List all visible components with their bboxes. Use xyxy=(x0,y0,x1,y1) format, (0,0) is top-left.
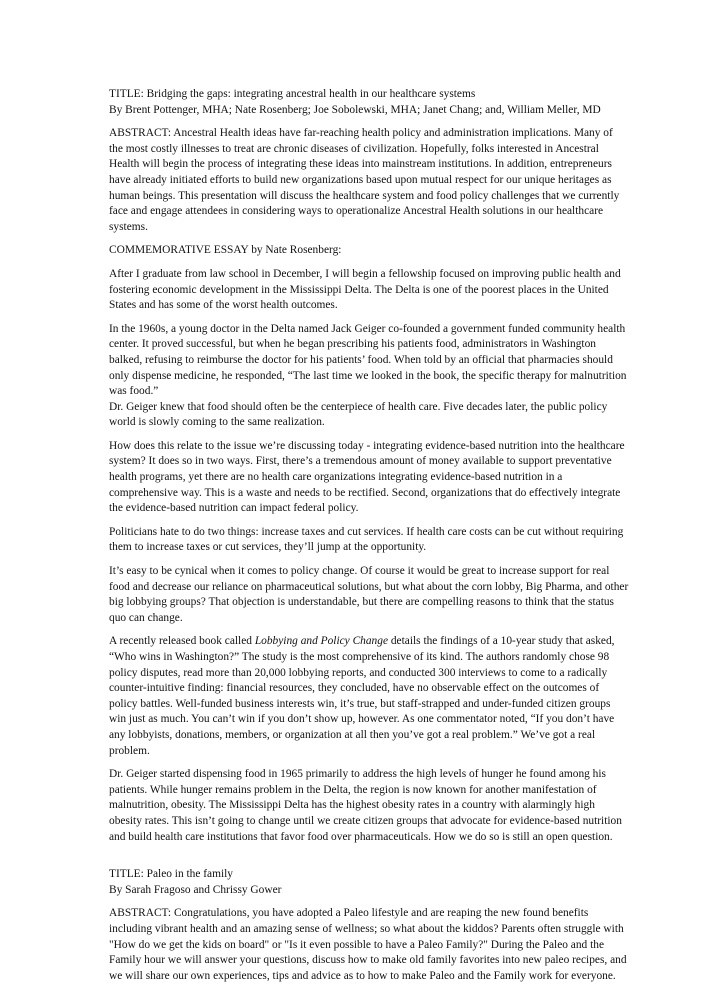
book-title: Lobbying and Policy Change xyxy=(254,635,389,648)
essay-paragraph-6 xyxy=(109,634,629,759)
essay-paragraph-7: Dr. Geiger started dispensing food in 1965 primarily to address the high levels of hunger he found among his patients. While hunger remains problem in the Delta, the region is now known for another manifestation of malnutrition, obesity. The Mississippi Delta has the highest obesity rates in a country with alarmingly high obesity rates. This isn’t going to change until we create citizen groups that advocate for evidence-based nutrition and build health care institutions that favor food over pharmaceuticals. How we do so is still an open question. xyxy=(109,768,622,843)
document-body xyxy=(109,87,629,992)
essay-paragraph-1: After I graduate from law school in December, I will begin a fellowship focused on improving public health and fostering economic development in the Mississippi Delta. The Delta is one of the poorest places in the United States and has some of the worst health outcomes. xyxy=(109,267,621,312)
essay-paragraph-5: It’s easy to be cynical when it comes to policy change. Of course it would be great to increase support for real food and decrease our reliance on pharmaceutical solutions, but what about the corn lobby, Big Pharma, and other big lobbying groups? That objection is understandable, but there are compelling reasons to think that the status quo can change. xyxy=(109,565,629,624)
doc1-byline: By Brent Pottenger, MHA; Nate Rosenberg; Joe Sobolewski, MHA; Janet Chang; and, William Meller, MD xyxy=(109,103,601,116)
essay-paragraph-2 xyxy=(109,322,629,431)
doc1-abstract: ABSTRACT: Ancestral Health ideas have far-reaching health policy and administration implications. Many of the most costly illnesses to treat are chronic diseases of civilization. Hopefully, folks interested in Ancestral Health will begin the process of integrating these ideas into mainstream institutions. In addition, entrepreneurs have already initiated efforts to build new organizations based upon mutual respect for our unique heritages as human beings. This presentation will discuss the healthcare system and food policy challenges that we currently face and engage attendees in considering ways to operationalize Ancestral Health solutions in our healthcare systems. xyxy=(109,127,620,233)
essay-paragraph-4: Politicians hate to do two things: increase taxes and cut services. If health care costs can be cut without requiring them to increase taxes or cut services, they’ll jump at the opportunity. xyxy=(109,525,624,554)
doc1-header xyxy=(109,87,629,118)
essay-paragraph-2b: Dr. Geiger knew that food should often be the centerpiece of health care. Five decades later, the public policy world is slowly coming to the same realization. xyxy=(109,400,608,429)
section-gap xyxy=(109,853,629,867)
doc1-title: TITLE: Bridging the gaps: integrating ancestral health in our healthcare systems xyxy=(109,88,476,100)
doc2-title: TITLE: Paleo in the family xyxy=(109,868,233,881)
essay-heading: COMMEMORATIVE ESSAY by Nate Rosenberg: xyxy=(109,244,342,257)
essay-paragraph-2a: In the 1960s, a young doctor in the Delta named Jack Geiger co-founded a government funded community health center. It proved successful, but when he began prescribing his patients food, administrators in Washington balked, refusing to reimburse the doctor for his patients’ food. When told by an official that pharmacies should only dispense medicine, he responded, “The last time we looked in the book, the specific therapy for malnutrition was food.” xyxy=(109,322,627,398)
doc2-abstract: ABSTRACT: Congratulations, you have adopted a Paleo lifestyle and are reaping the new found benefits including vibrant health and an amazing sense of wellness; so what about the kiddos? Parents often struggle with "How do we get the kids on board" or "Is it even possible to have a Paleo Family?" During the Paleo and the Family hour we will answer your questions, discuss how to make old family favorites into new paleo recipes, and we will share our own experiences, tips and advice as to how to make Paleo and the Family work for everyone. xyxy=(109,907,627,982)
doc2-byline: By Sarah Fragoso and Chrissy Gower xyxy=(109,883,282,896)
essay-paragraph-6-pre: A recently released book called xyxy=(109,635,255,648)
doc2-header xyxy=(109,867,629,898)
essay-paragraph-3: How does this relate to the issue we’re discussing today - integrating evidence-based nutrition into the healthcare system? It does so in two ways. First, there’s a tremendous amount of money available to support preventative health programs, yet there are no health care organizations integrating evidence-based nutrition in a comprehensive way. This is a waste and needs to be rectified. Second, organizations that do effectively integrate the evidence-based nutrition can impact federal policy. xyxy=(109,439,625,515)
essay-paragraph-6-post: details the findings of a 10-year study that asked, “Who wins in Washington?” The study is the most comprehensive of its kind. The authors randomly chose 98 policy disputes, read more than 20,000 lobbying reports, and conducted 300 interviews to come to a radically counter-intuitive finding: financial resources, they concluded, have no observable effect on the outcomes of policy battles. Well-funded business interests win, it’s true, but staff-strapped and under-funded citizen groups win just as much. You can’t win if you don’t show up, however. As one commentator noted, “If you don’t have any lobbyists, donations, members, or organization at all then you’ve got a real problem.” We’ve got a real problem. xyxy=(109,635,615,757)
